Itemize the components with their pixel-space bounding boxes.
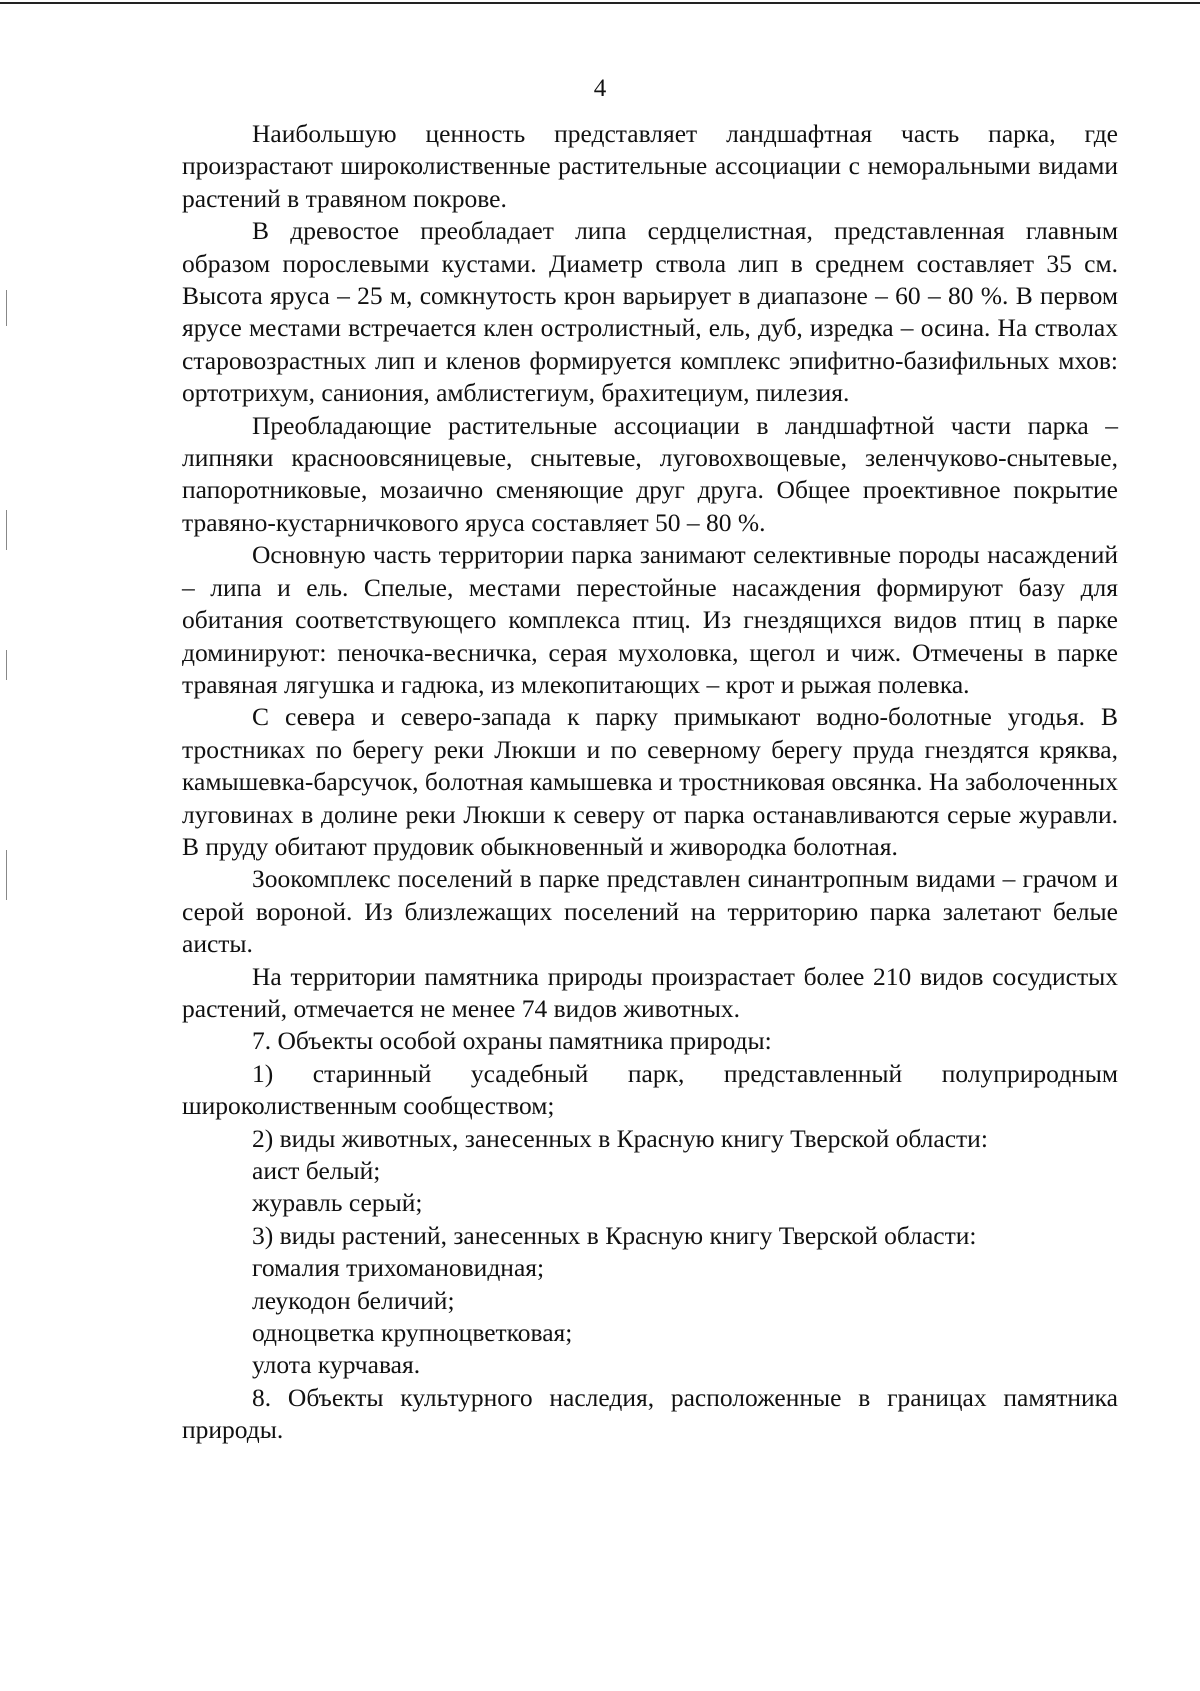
document-body: [182, 118, 1118, 1447]
paragraph-wetlands: С севера и северо-запада к парку примыкают водно-болотные угодья. В тростниках по берегу реки Люкши и по северному берегу пруда гнездятся кряква, камышевка-барсучок, болотная камышевка и тростниковая овсянка. На заболоченных луговинах в долине реки Люкши к северу от парка останавливаются серые журавли. В пруду обитают прудовик обыкновенный и живородка болотная.: [182, 702, 1118, 861]
list-item-park: 1) старинный усадебный парк, представленный полуприродным широколиственным сообществом;: [182, 1058, 1118, 1121]
paragraph-value-intro: Наибольшую ценность представляет ландшафтная часть парка, где произрастают широколиственные растительные ассоциации с неморальными видами растений в травяном покрове.: [182, 119, 1118, 213]
list-item-crane: журавль серый;: [252, 1188, 423, 1218]
page-number: 4: [593, 75, 607, 102]
top-border-line: [0, 2, 1200, 4]
paragraph-zoocomplex: Зоокомплекс поселений в парке представлен синантропным видами – грачом и серой вороной. Из близлежащих поселений на территорию парка залетают белые аисты.: [182, 864, 1118, 959]
paragraph-species-count: На территории памятника природы произрастает более 210 видов сосудистых растений, отмечается не менее 74 видов животных.: [182, 961, 1118, 1023]
list-item-stork: аист белый;: [252, 1156, 381, 1185]
paragraph-tree-stand: В древостое преобладает липа сердцелистная, представленная главным образом порослевыми кустами. Диаметр ствола лип в среднем составляет 35 см. Высота яруса – 25 м, сомкнутость крон варьирует в диапазоне – 60 – 80 %. В первом ярусе местами встречается клен остролистный, ель, дуб, изредка – осина. На стволах старовозрастных лип и кленов формируется комплекс эпифитно-базифильных мхов: ортотрихум, саниония, амблистегиум, брахитециум, пилезия.: [182, 216, 1118, 408]
list-item-homalia: гомалия трихомановидная;: [252, 1253, 545, 1283]
list-item-plants-heading: 3) виды растений, занесенных в Красную книгу Тверской области:: [252, 1220, 977, 1250]
list-item-leucodon: леукодон беличий;: [252, 1285, 455, 1315]
paragraph-birds: Основную часть территории парка занимают селективные породы насаждений – липа и ель. Спелые, местами перестойные насаждения формируют базу для обитания соответствующего комплекса птиц. Из гнездящихся видов птиц в парке доминируют: пеночка-весничка, серая мухоловка, щегол и чиж. Отмечены в парке травяная лягушка и гадюка, из млекопитающих – крот и рыжая полевка.: [182, 540, 1118, 699]
list-item-animals-heading: 2) виды животных, занесенных в Красную книгу Тверской области:: [252, 1123, 988, 1153]
scan-margin-marks: [6, 290, 8, 990]
section-8-heading: 8. Объекты культурного наследия, расположенные в границах памятника природы.: [182, 1382, 1118, 1445]
paragraph-plant-associations: Преобладающие растительные ассоциации в ландшафтной части парка – липняки красноовсяницевые, снытевые, луговохвощевые, зеленчуково-снытевые, папоротниковые, мозаично сменяющие друг друга. Общее проективное покрытие травяно-кустарничкового яруса составляет 50 – 80 %.: [182, 410, 1118, 537]
list-item-moneses: одноцветка крупноцветковая;: [252, 1318, 573, 1348]
list-item-ulota: улота курчавая.: [252, 1350, 421, 1380]
section-7-heading: 7. Объекты особой охраны памятника природы:: [252, 1026, 772, 1056]
